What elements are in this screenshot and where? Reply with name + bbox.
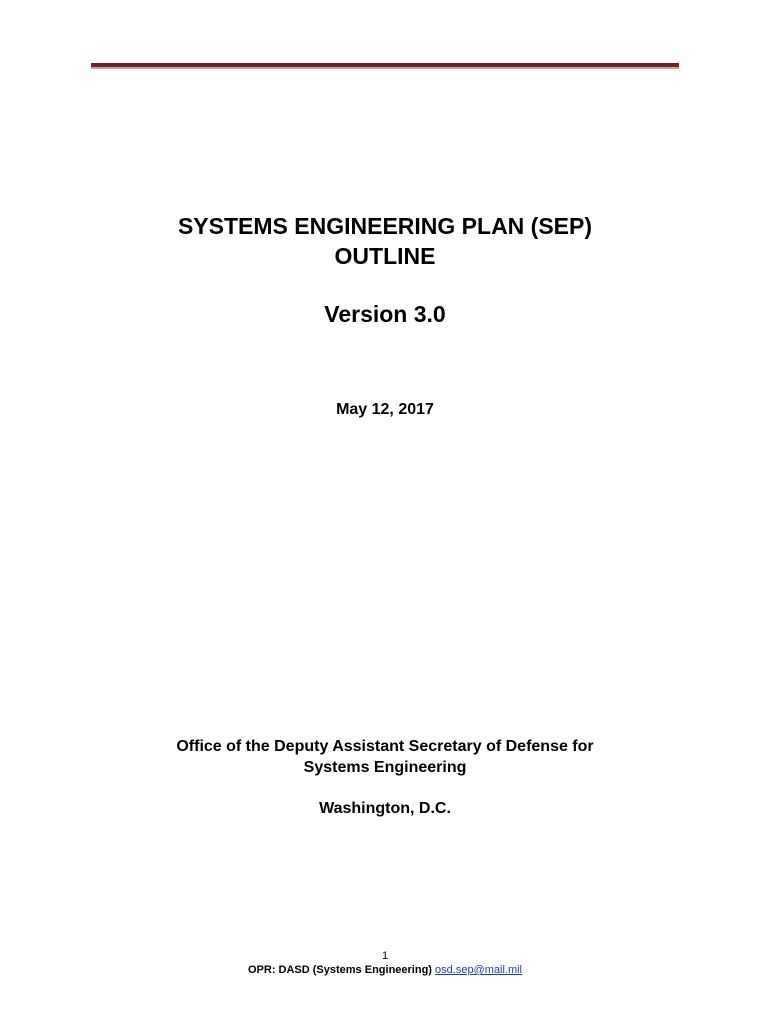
document-version: Version 3.0 <box>324 301 446 327</box>
top-horizontal-rule <box>91 63 679 70</box>
opr-label: OPR: DASD (Systems Engineering) <box>247 964 432 976</box>
page-number: 1 <box>381 950 389 962</box>
title-line-1: SYSTEMS ENGINEERING PLAN (SEP) <box>177 213 593 239</box>
document-title <box>0 211 770 271</box>
page-footer <box>0 963 770 977</box>
office-line-2: Systems Engineering <box>303 759 467 776</box>
document-date: May 12, 2017 <box>336 401 434 418</box>
top-rule-light-band <box>91 67 679 69</box>
title-line-2: OUTLINE <box>334 243 436 269</box>
contact-email-link[interactable]: osd.sep@mail.mil <box>435 964 522 976</box>
office-line-1: Office of the Deputy Assistant Secretary of Defense for <box>176 738 594 755</box>
office-location: Washington, D.C. <box>319 800 451 817</box>
issuing-office <box>0 736 770 778</box>
